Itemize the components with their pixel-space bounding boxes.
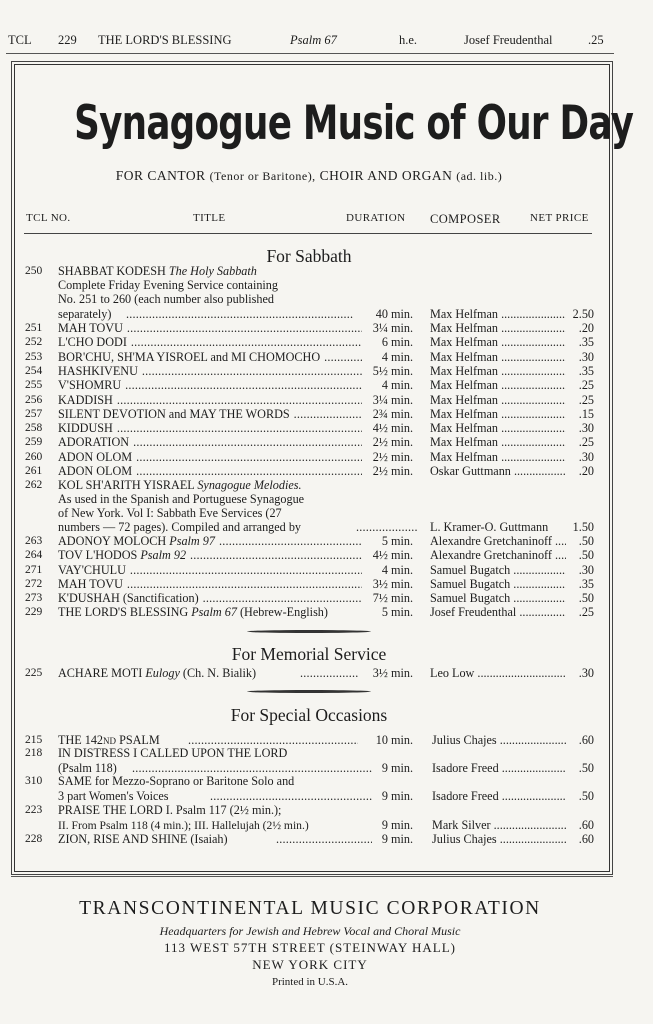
item-title-ordinal: ND bbox=[103, 736, 117, 746]
running-head-series: TCL bbox=[8, 33, 32, 47]
subtitle-adlib: (ad. lib.) bbox=[456, 169, 503, 183]
dot-leader bbox=[300, 666, 358, 681]
list-item bbox=[0, 378, 620, 393]
list-item-continuation bbox=[0, 307, 620, 322]
item-title-group bbox=[58, 534, 215, 549]
item-title: L'CHO DODI bbox=[58, 335, 127, 350]
section-heading-sabbath: For Sabbath bbox=[266, 246, 352, 266]
item-number: 272 bbox=[25, 577, 43, 590]
item-title: VAY'CHULU bbox=[58, 562, 126, 577]
item-description: separately) bbox=[58, 307, 112, 321]
list-item bbox=[0, 335, 620, 350]
item-composer: Mark Silver ..... bbox=[432, 818, 577, 833]
item-duration: 9 min. bbox=[381, 818, 413, 832]
item-composer: Samuel Bugatch ..... bbox=[430, 563, 575, 578]
list-item bbox=[0, 605, 620, 620]
item-number: 215 bbox=[25, 734, 43, 746]
list-item bbox=[0, 421, 620, 436]
item-price: .20 bbox=[566, 321, 594, 336]
column-header-composer: COMPOSER bbox=[430, 212, 501, 226]
item-title: TOV L'HODOS bbox=[58, 548, 138, 563]
item-composer: Samuel Bugatch ..... bbox=[430, 591, 575, 606]
section-divider bbox=[247, 690, 371, 693]
subtitle-choir: CHOIR AND ORGAN bbox=[319, 168, 453, 183]
item-composer: Isadore Freed ..... bbox=[432, 789, 577, 804]
item-number: 225 bbox=[25, 667, 43, 679]
item-title: ADON OLOM bbox=[58, 464, 133, 478]
item-price: .30 bbox=[566, 421, 594, 436]
item-duration: 4½ min. bbox=[372, 421, 413, 436]
item-price: .30 bbox=[566, 350, 594, 365]
item-title: SAME for Mezzo-Soprano or Baritone Solo and bbox=[58, 774, 295, 788]
item-title: ADON OLOM bbox=[58, 449, 133, 464]
item-number: 261 bbox=[25, 465, 43, 477]
list-item bbox=[0, 407, 620, 422]
list-item bbox=[0, 746, 620, 761]
item-price: .50 bbox=[566, 591, 594, 606]
item-title: KIDDUSH bbox=[58, 421, 113, 436]
item-subtitle: Synagogue Melodies. bbox=[197, 478, 302, 492]
item-description: Complete Friday Evening Service containing bbox=[58, 278, 278, 292]
dot-leader bbox=[356, 520, 418, 535]
dot-leader bbox=[127, 321, 362, 336]
item-duration: 5½ min. bbox=[372, 363, 413, 378]
item-composer: Julius Chajes ..... bbox=[432, 832, 577, 847]
list-item bbox=[0, 450, 620, 465]
dot-leader bbox=[136, 464, 362, 479]
item-number: 256 bbox=[25, 393, 43, 406]
item-number: 263 bbox=[25, 535, 43, 547]
list-item-continuation bbox=[0, 818, 620, 833]
dot-leader bbox=[136, 450, 362, 465]
dot-leader bbox=[127, 577, 362, 592]
list-item-continuation bbox=[0, 292, 620, 307]
item-title: ACHARE MOTI bbox=[58, 666, 143, 680]
item-price: .25 bbox=[566, 435, 594, 450]
list-item bbox=[0, 478, 620, 493]
item-title: V'SHOMRU bbox=[58, 378, 122, 393]
item-title: BOR'CHU, SH'MA YISROEL and MI CHOMOCHO bbox=[58, 349, 321, 364]
list-item-continuation bbox=[0, 492, 620, 507]
dot-leader bbox=[125, 378, 362, 393]
item-number: 254 bbox=[25, 364, 43, 377]
running-head-number: 229 bbox=[58, 33, 77, 47]
item-duration: 2½ min. bbox=[372, 435, 413, 450]
item-title: ADORATION bbox=[58, 435, 130, 450]
item-price: 1.50 bbox=[566, 520, 594, 535]
section-heading-memorial: For Memorial Service bbox=[231, 644, 387, 664]
running-head-price: .25 bbox=[588, 33, 604, 47]
item-composer: Max Helfman ..... bbox=[430, 393, 575, 408]
item-duration: 7½ min. bbox=[372, 591, 413, 606]
item-price: .30 bbox=[566, 666, 594, 681]
item-price: .35 bbox=[566, 577, 594, 592]
item-duration: 4 min. bbox=[381, 349, 413, 364]
item-composer: Alexandre Gretchaninoff ..... bbox=[430, 548, 575, 563]
item-number: 259 bbox=[25, 436, 43, 449]
item-description: of New York. Vol I: Sabbath Eve Services (27 bbox=[58, 506, 282, 520]
dot-leader bbox=[130, 563, 362, 578]
item-title: KOL SH'ARITH YISRAEL bbox=[58, 478, 195, 492]
item-title: THE 142 bbox=[58, 733, 104, 747]
column-header-tcl-no: TCL NO. bbox=[26, 212, 71, 224]
list-item bbox=[0, 666, 620, 681]
item-number: 310 bbox=[25, 775, 43, 787]
item-number: 251 bbox=[25, 322, 43, 334]
item-title: MAH TOVU bbox=[58, 321, 123, 335]
item-price: .25 bbox=[566, 378, 594, 393]
item-subtitle: The Holy Sabbath bbox=[168, 264, 257, 278]
item-number: 229 bbox=[25, 606, 43, 618]
item-description: No. 251 to 260 (each number also published bbox=[58, 292, 274, 306]
publisher-tagline: Headquarters for Jewish and Hebrew Vocal and Choral Music bbox=[159, 924, 461, 938]
item-subtitle: Eulogy bbox=[145, 666, 180, 680]
item-duration: 10 min. bbox=[375, 733, 413, 747]
publisher-address: 113 WEST 57TH STREET (STEINWAY HALL) bbox=[163, 940, 456, 955]
list-item-continuation bbox=[0, 789, 620, 804]
page-title: Synagogue Music of Our Day bbox=[74, 96, 634, 151]
item-price: .25 bbox=[566, 393, 594, 408]
item-composer: Samuel Bugatch ..... bbox=[430, 577, 575, 592]
item-duration: 9 min. bbox=[381, 832, 413, 846]
item-duration: 4½ min. bbox=[372, 548, 413, 563]
item-title: HASHKIVENU bbox=[58, 363, 138, 378]
list-item bbox=[0, 321, 620, 336]
item-description: numbers — 72 pages). Compiled and arranged by bbox=[58, 520, 302, 534]
item-title: MAH TOVU bbox=[58, 576, 123, 591]
list-item bbox=[0, 563, 620, 578]
page-subtitle bbox=[0, 168, 618, 184]
item-price: .30 bbox=[566, 450, 594, 465]
list-item-continuation bbox=[0, 278, 620, 293]
item-price: .25 bbox=[566, 605, 594, 620]
item-duration: 40 min. bbox=[375, 307, 413, 321]
publisher-city: NEW YORK CITY bbox=[252, 957, 368, 972]
section-divider bbox=[247, 630, 371, 633]
item-price: .50 bbox=[566, 548, 594, 563]
item-subtitle: Psalm 92 bbox=[140, 548, 187, 563]
item-price: .20 bbox=[566, 464, 594, 479]
item-composer: Max Helfman ..... bbox=[430, 435, 575, 450]
bottom-rule bbox=[11, 876, 613, 877]
list-item bbox=[0, 591, 620, 606]
running-head bbox=[8, 33, 613, 49]
item-description: As used in the Spanish and Portuguese Synagogue bbox=[58, 492, 305, 506]
publisher-name: TRANSCONTINENTAL MUSIC CORPORATION bbox=[79, 898, 541, 919]
item-price: .60 bbox=[566, 733, 594, 748]
item-number: 228 bbox=[25, 833, 43, 845]
list-item bbox=[0, 534, 620, 549]
item-duration: 2½ min. bbox=[372, 464, 413, 478]
list-item bbox=[0, 350, 620, 365]
item-price: .50 bbox=[566, 534, 594, 549]
item-title: K'DUSHAH (Sanctification) bbox=[58, 591, 199, 606]
item-duration: 3¼ min. bbox=[372, 321, 413, 335]
running-head-title: THE LORD'S BLESSING bbox=[98, 33, 232, 47]
dot-leader bbox=[210, 789, 372, 804]
dot-leader bbox=[203, 591, 362, 606]
item-price: .60 bbox=[566, 832, 594, 847]
list-item bbox=[0, 577, 620, 592]
item-description: (Psalm 118) bbox=[58, 761, 117, 775]
dot-leader bbox=[133, 435, 362, 450]
item-number: 264 bbox=[25, 549, 43, 562]
item-number: 271 bbox=[25, 563, 43, 576]
item-composer: Isadore Freed ..... bbox=[432, 761, 577, 776]
item-composer: Josef Freudenthal ..... bbox=[430, 605, 575, 620]
item-price: 2.50 bbox=[566, 307, 594, 322]
item-subtitle: Psalm 67 bbox=[191, 605, 237, 619]
item-composer: Max Helfman ..... bbox=[430, 378, 575, 393]
item-composer: Max Helfman ..... bbox=[430, 407, 575, 422]
item-composer: Max Helfman ..... bbox=[430, 450, 575, 465]
item-title-end: PSALM bbox=[116, 733, 160, 747]
item-composer: L. Kramer-O. Guttmann bbox=[430, 520, 549, 534]
item-duration: 3½ min. bbox=[372, 666, 413, 680]
item-duration: 4 min. bbox=[381, 378, 413, 393]
item-price: .50 bbox=[566, 761, 594, 776]
dot-leader bbox=[126, 307, 354, 322]
item-number: 260 bbox=[25, 450, 43, 463]
item-duration: 9 min. bbox=[381, 789, 413, 803]
item-number: 250 bbox=[25, 265, 43, 277]
item-composer: Max Helfman ..... bbox=[430, 350, 575, 365]
running-head-rule bbox=[6, 53, 614, 54]
item-title: IN DISTRESS I CALLED UPON THE LORD bbox=[58, 746, 288, 760]
item-duration: 5 min. bbox=[381, 534, 413, 548]
item-number: 262 bbox=[25, 479, 43, 491]
item-price: .35 bbox=[566, 364, 594, 379]
item-number: 253 bbox=[25, 350, 43, 363]
item-composer: Alexandre Gretchaninoff ..... bbox=[430, 534, 575, 549]
item-composer: Max Helfman ..... bbox=[430, 307, 575, 322]
item-duration: 2¾ min. bbox=[372, 406, 413, 421]
dot-leader bbox=[219, 534, 362, 549]
item-title: ADONOY MOLOCH bbox=[58, 534, 167, 548]
item-number: 258 bbox=[25, 422, 43, 435]
dot-leader bbox=[131, 335, 362, 350]
list-item-continuation bbox=[0, 506, 620, 521]
item-title: SILENT DEVOTION and MAY THE WORDS bbox=[58, 406, 290, 421]
item-duration: 5 min. bbox=[381, 605, 413, 619]
item-description: 3 part Women's Voices bbox=[58, 789, 169, 803]
item-duration: 4 min. bbox=[381, 562, 413, 577]
item-price: .50 bbox=[566, 789, 594, 804]
item-composer: Max Helfman ..... bbox=[430, 335, 575, 350]
subtitle-cantor: FOR CANTOR bbox=[115, 168, 206, 183]
running-head-composer: Josef Freudenthal bbox=[464, 33, 553, 47]
item-duration: 3½ min. bbox=[372, 576, 413, 591]
dot-leader bbox=[117, 393, 362, 408]
item-duration: 2½ min. bbox=[372, 449, 413, 464]
item-description: II. From Psalm 118 (4 min.); III. Hallelujah (2½ min.) bbox=[58, 819, 309, 832]
list-item-continuation bbox=[0, 520, 620, 535]
item-composer: Max Helfman ..... bbox=[430, 421, 575, 436]
column-header-duration: DURATION bbox=[346, 212, 406, 224]
list-item bbox=[0, 435, 620, 450]
item-title: THE LORD'S BLESSING bbox=[58, 605, 189, 619]
item-number: 252 bbox=[25, 336, 43, 349]
item-title: ZION, RISE AND SHINE (Isaiah) bbox=[58, 832, 228, 846]
section-heading-special: For Special Occasions bbox=[230, 705, 388, 725]
item-price: .60 bbox=[566, 818, 594, 833]
item-composer: Julius Chajes ..... bbox=[432, 733, 577, 748]
item-number: 218 bbox=[25, 747, 43, 759]
list-item bbox=[0, 364, 620, 379]
item-number: 255 bbox=[25, 379, 43, 392]
dot-leader bbox=[117, 421, 362, 436]
list-item bbox=[0, 393, 620, 408]
item-composer: Oskar Guttmann ..... bbox=[430, 464, 575, 479]
item-composer: Leo Low ..... bbox=[430, 666, 575, 681]
printed-in: Printed in U.S.A. bbox=[271, 976, 349, 988]
item-title-group bbox=[58, 563, 126, 578]
item-duration: 6 min. bbox=[381, 335, 413, 350]
list-item bbox=[0, 264, 620, 279]
header-rule bbox=[24, 233, 592, 234]
dot-leader bbox=[142, 364, 362, 379]
item-number: 257 bbox=[25, 407, 43, 420]
list-item bbox=[0, 464, 620, 479]
item-title-group bbox=[58, 548, 186, 563]
item-number: 223 bbox=[25, 804, 43, 816]
item-price: .30 bbox=[566, 563, 594, 578]
item-subtitle-2: (Ch. N. Bialik) bbox=[182, 666, 257, 680]
dot-leader bbox=[190, 548, 362, 563]
item-title-group bbox=[58, 591, 199, 606]
running-head-voice: h.e. bbox=[399, 33, 418, 47]
item-price: .35 bbox=[566, 335, 594, 350]
item-title: KADDISH bbox=[58, 392, 113, 407]
item-title: PRAISE THE LORD I. Psalm 117 (2½ min.); bbox=[58, 803, 282, 817]
item-subtitle-2: (Hebrew-English) bbox=[239, 605, 328, 619]
item-price: .15 bbox=[566, 407, 594, 422]
item-title-group bbox=[58, 577, 123, 592]
item-duration: 9 min. bbox=[381, 761, 413, 775]
item-title: SHABBAT KODESH bbox=[58, 264, 166, 278]
running-head-subtitle: Psalm 67 bbox=[290, 33, 337, 47]
column-header-title: TITLE bbox=[193, 212, 226, 224]
item-number: 273 bbox=[25, 592, 43, 605]
item-composer: Max Helfman ..... bbox=[430, 321, 575, 336]
list-item bbox=[0, 548, 620, 563]
column-header-price: NET PRICE bbox=[530, 212, 589, 224]
item-subtitle: Psalm 97 bbox=[169, 534, 215, 548]
item-duration: 3¼ min. bbox=[372, 392, 413, 407]
item-composer: Max Helfman ..... bbox=[430, 364, 575, 379]
list-item bbox=[0, 803, 620, 818]
list-item bbox=[0, 832, 620, 847]
list-item bbox=[0, 774, 620, 789]
subtitle-voice: (Tenor or Baritone), bbox=[209, 169, 316, 183]
